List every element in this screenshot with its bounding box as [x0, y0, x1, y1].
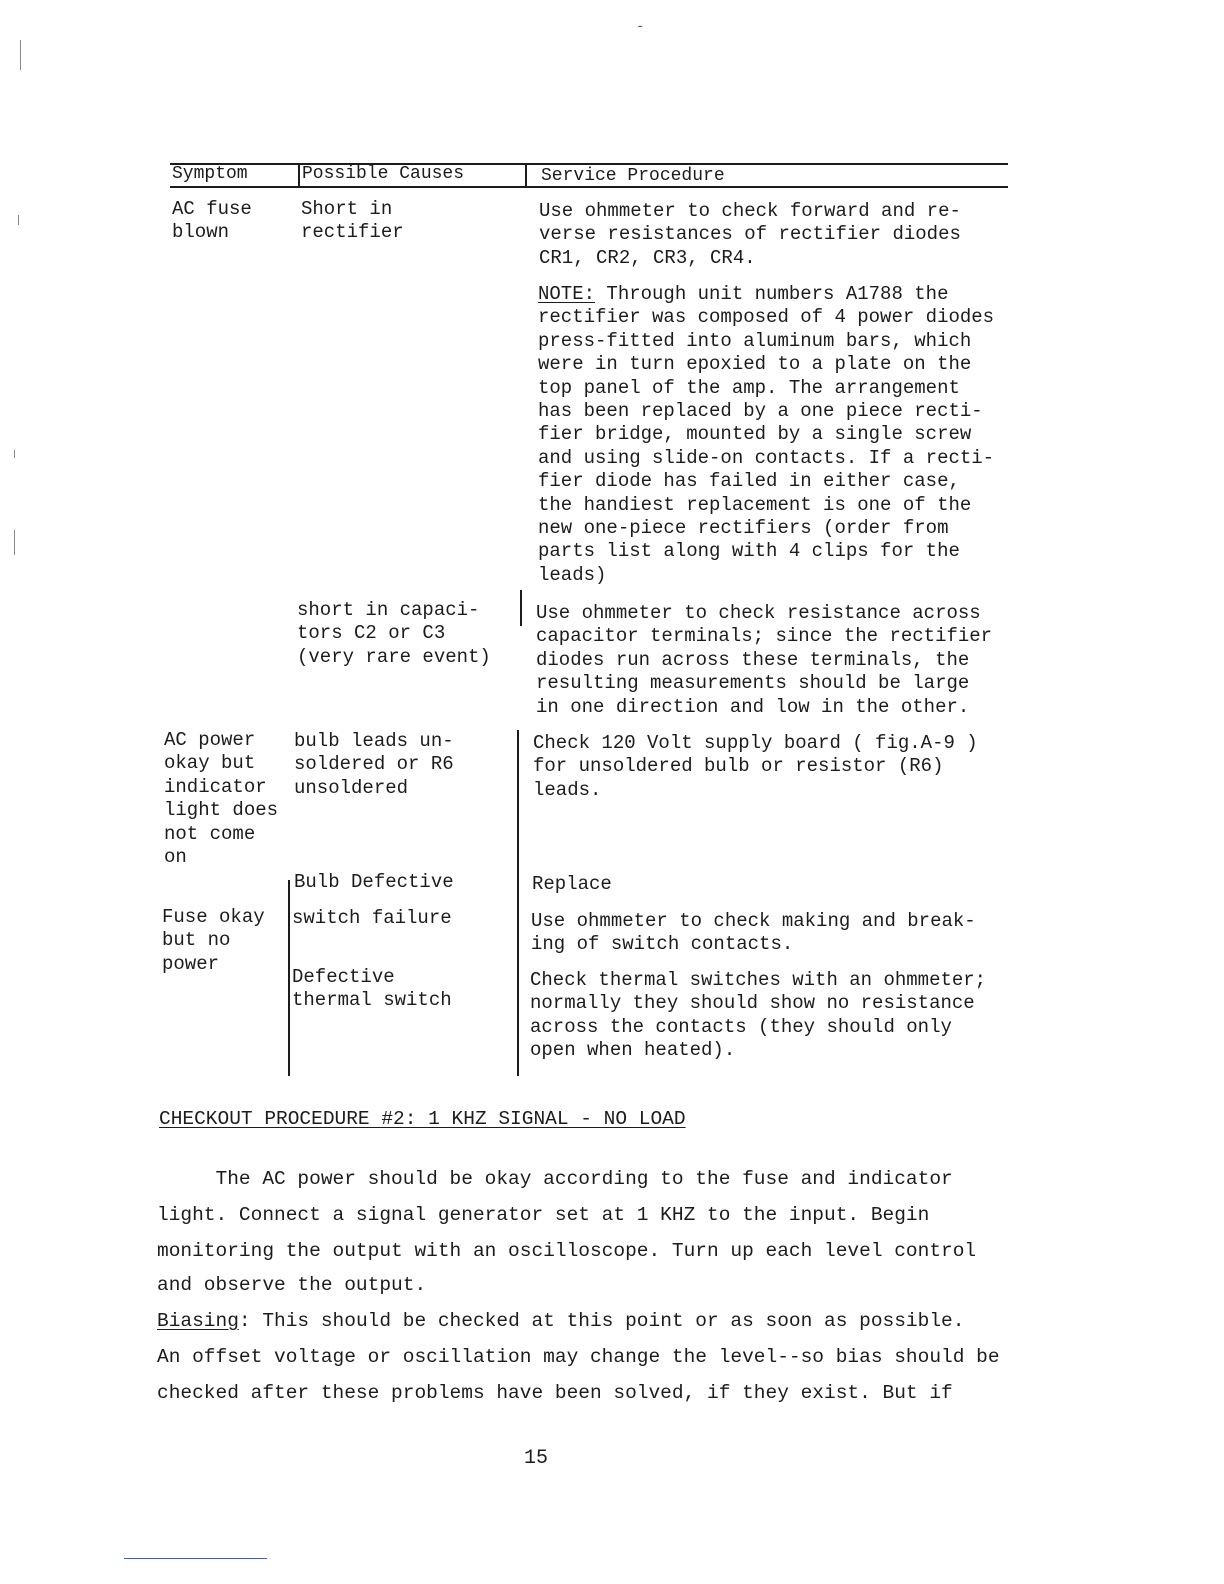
symptom-ac-fuse: AC fuse blown	[172, 198, 252, 244]
note-label: NOTE:	[538, 283, 596, 305]
procedure-bulb-leads: Check 120 Volt supply board ( fig.A-9 ) for unsoldered bulb or resistor (R6) leads.	[533, 732, 978, 801]
margin-speck	[14, 450, 15, 458]
col-divider-2-lower	[517, 730, 519, 1076]
cause-short-rectifier: Short in rectifier	[301, 198, 404, 244]
margin-speck	[14, 530, 15, 555]
procedure-replace: Replace	[532, 873, 612, 895]
margin-speck	[18, 215, 19, 225]
procedure-thermal: Check thermal switches with an ohmmeter; normally they should show no resistance across the contacts (they should only open when heated).	[530, 969, 987, 1062]
paragraph-line: checked after these problems have been solved, if they exist. But if	[157, 1382, 953, 1404]
paragraph-line: and observe the output.	[157, 1274, 427, 1296]
margin-speck	[20, 40, 21, 70]
col-divider-2	[525, 163, 527, 188]
col-divider-1	[298, 163, 300, 188]
col-divider-1-lower	[288, 880, 290, 1076]
paragraph-line: monitoring the output with an oscilloscope. Turn up each level control	[157, 1240, 977, 1262]
header-symptom: Symptom	[172, 164, 248, 184]
biasing-label: Biasing	[157, 1310, 239, 1332]
procedure-capacitors: Use ohmmeter to check resistance across capacitor terminals; since the rectifier diodes run across these terminals, the resulting measurements should be large in one direction and low in the other.	[536, 602, 993, 718]
procedure-ohmmeter-diodes: Use ohmmeter to check forward and re- verse resistances of rectifier diodes CR1, CR2, CR3, CR4.	[539, 200, 961, 269]
note-block: NOTE: Through unit numbers A1788 the rectifier was composed of 4 power diodes press-fitted into aluminum bars, which were in turn epoxied to a plate on the top panel of the amp. The arrangement has been replaced by a one piece recti- fier bridge, mounted by a single screw and using slide-on contacts. If a recti- fier diode has failed in either case, the handiest replacement is one of the new one-piece rectifiers (order from parts list along with 4 clips for the leads)	[538, 283, 995, 586]
top-mark: -	[636, 19, 645, 35]
procedure-switch: Use ohmmeter to check making and break- ing of switch contacts.	[531, 910, 976, 956]
col-divider-2-body	[520, 590, 522, 626]
section-heading: CHECKOUT PROCEDURE #2: 1 KHZ SIGNAL - NO LOAD	[159, 1108, 686, 1130]
paragraph-line: light. Connect a signal generator set at 1 KHZ to the input. Begin	[157, 1204, 930, 1226]
cause-short-capacitors: short in capaci- tors C2 or C3 (very rare event)	[297, 599, 491, 668]
symptom-fuse-okay: Fuse okay but no power	[162, 906, 265, 975]
header-service-procedure: Service Procedure	[541, 166, 725, 186]
header-possible-causes: Possible Causes	[302, 164, 465, 184]
paragraph-line: An offset voltage or oscillation may change the level--so bias should be	[157, 1346, 1000, 1368]
page-number: 15	[524, 1447, 549, 1470]
footer-rule	[124, 1558, 267, 1559]
paragraph-line: The AC power should be okay according to the fuse and indicator	[157, 1168, 953, 1190]
cause-switch-failure: switch failure	[292, 907, 452, 929]
cause-thermal-switch: Defective thermal switch	[292, 966, 452, 1012]
cause-bulb-leads: bulb leads un- soldered or R6 unsoldered	[294, 730, 454, 799]
biasing-first-line: Biasing: This should be checked at this point or as soon as possible.	[157, 1310, 965, 1332]
cause-bulb-defective: Bulb Defective	[294, 871, 454, 893]
symptom-ac-power: AC power okay but indicator light does not come on	[164, 729, 279, 869]
